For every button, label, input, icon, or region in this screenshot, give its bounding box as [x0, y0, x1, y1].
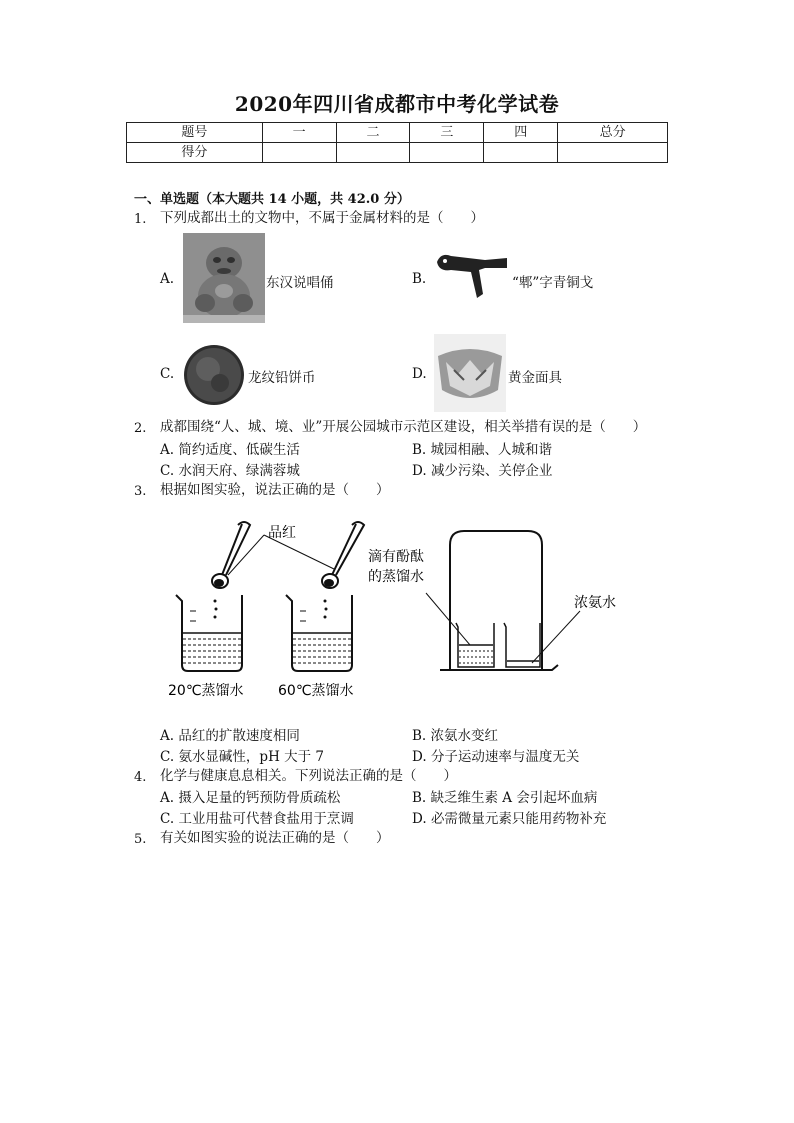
score-cell: 二 — [336, 123, 410, 143]
option-d[interactable] — [412, 807, 606, 827]
option-a[interactable] — [160, 724, 300, 744]
question-number: 2. — [134, 421, 147, 436]
option-text: 工业用盐可代替食盐用于烹调 — [178, 811, 354, 827]
score-cell: 得分 — [127, 143, 263, 163]
option-c[interactable] — [160, 807, 354, 827]
option-letter: D. — [412, 463, 427, 479]
option-text: 减少污染、关停企业 — [430, 463, 553, 479]
score-cell[interactable] — [262, 143, 336, 163]
question-text: 有关如图实验的说法正确的是（ ） — [160, 830, 390, 846]
question-text: 成都围绕“人、城、境、业”开展公园城市示范区建设，相关举措有误的是（ ） — [160, 419, 647, 435]
label-ammonia: 浓氨水 — [574, 595, 616, 611]
option-a[interactable] — [160, 438, 300, 458]
option-letter: D. — [412, 749, 427, 765]
diffusion-experiment-figure — [160, 515, 640, 705]
option-text: 必需微量元素只能用药物补充 — [430, 811, 607, 827]
option-letter: A. — [160, 790, 175, 806]
option-letter[interactable]: D. — [412, 366, 427, 382]
option-letter: B. — [412, 728, 427, 744]
score-cell: 一 — [262, 123, 336, 143]
label-phenolphthalein-2: 的蒸馏水 — [368, 569, 424, 585]
option-text: 氨水显碱性，pH 大于 7 — [178, 749, 325, 765]
option-letter[interactable]: B. — [412, 271, 427, 287]
option-c[interactable] — [160, 459, 300, 479]
label-20c-water: 20℃蒸馏水 — [168, 683, 244, 699]
bronze-dagger-axe-image — [433, 246, 513, 302]
score-cell: 总分 — [558, 123, 668, 143]
page-title: 2020年四川省成都市中考化学试卷 — [234, 92, 560, 116]
question-text: 化学与健康息息相关。下列说法正确的是（ ） — [160, 768, 457, 784]
score-cell: 题号 — [127, 123, 263, 143]
option-text: 摄入足量的钙预防骨质疏松 — [178, 790, 341, 806]
option-letter: C. — [160, 749, 175, 765]
option-text: “郫”字青铜戈 — [512, 275, 594, 291]
question-number: 4. — [134, 770, 147, 785]
score-cell[interactable] — [484, 143, 558, 163]
label-pinhong: 品红 — [268, 525, 296, 541]
option-text: 品红的扩散速度相同 — [178, 728, 300, 744]
option-a[interactable] — [160, 786, 340, 806]
option-letter: D. — [412, 811, 427, 827]
option-letter: C. — [160, 463, 175, 479]
question-number: 1. — [134, 212, 147, 227]
option-d[interactable] — [412, 745, 579, 765]
option-text: 水润天府、绿满蓉城 — [178, 463, 300, 479]
score-table-score-row — [127, 143, 668, 163]
score-cell[interactable] — [558, 143, 668, 163]
option-letter[interactable]: C. — [160, 366, 175, 382]
option-letter: B. — [412, 790, 427, 806]
lead-coin-image — [182, 339, 246, 409]
option-letter: C. — [160, 811, 175, 827]
option-c[interactable] — [160, 745, 324, 765]
option-text: 浓氨水变红 — [430, 728, 499, 744]
option-text: 简约适度、低碳生活 — [178, 442, 300, 458]
score-table — [126, 122, 668, 163]
option-b[interactable] — [412, 438, 552, 458]
score-cell: 四 — [484, 123, 558, 143]
label-60c-water: 60℃蒸馏水 — [278, 683, 354, 699]
option-text: 黄金面具 — [508, 370, 562, 386]
option-letter: A. — [160, 442, 175, 458]
option-letter: B. — [412, 442, 427, 458]
option-text: 分子运动速率与温度无关 — [430, 749, 580, 765]
score-cell[interactable] — [336, 143, 410, 163]
section-heading: 一、单选题（本大题共 14 小题，共 42.0 分） — [134, 192, 410, 207]
score-cell[interactable] — [410, 143, 484, 163]
option-text: 缺乏维生素 A 会引起坏血病 — [430, 790, 598, 806]
question-text: 根据如图实验，说法正确的是（ ） — [160, 482, 390, 498]
option-b[interactable] — [412, 724, 498, 744]
option-text: 龙纹铅饼币 — [248, 370, 316, 386]
score-table-header-row — [127, 123, 668, 143]
option-text: 东汉说唱俑 — [266, 275, 334, 291]
question-number: 3. — [134, 484, 147, 499]
figurine-image — [183, 233, 265, 323]
gold-mask-image — [434, 334, 506, 412]
question-number: 5. — [134, 832, 147, 847]
option-letter[interactable]: A. — [160, 271, 175, 287]
label-phenolphthalein-1: 滴有酚酞 — [368, 549, 424, 565]
score-cell: 三 — [410, 123, 484, 143]
option-b[interactable] — [412, 786, 597, 806]
option-text: 城园相融、人城和谐 — [430, 442, 553, 458]
question-text: 下列成都出土的文物中，不属于金属材料的是（ ） — [160, 210, 484, 226]
option-letter: A. — [160, 728, 175, 744]
option-d[interactable] — [412, 459, 552, 479]
